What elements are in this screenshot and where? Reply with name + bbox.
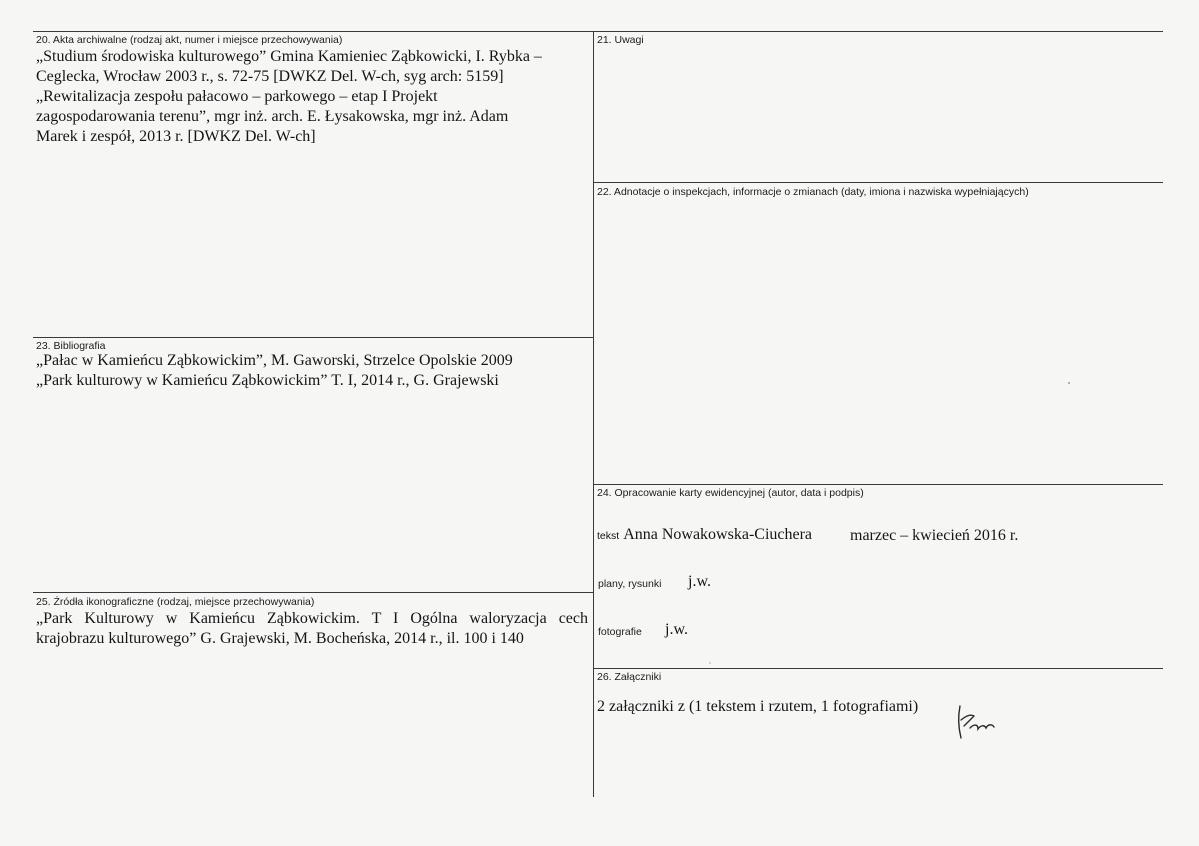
field-25-line: „Park Kulturowy w Kamieńcu Ząbkowickim. T I Ogólna waloryzacja cech [36,610,588,627]
field-20-line: Ceglecka, Wrocław 2003 r., s. 72-75 [DWKZ Del. W-ch, syg arch: 5159] [36,68,504,85]
field-26-label: 26. Załączniki [597,671,662,683]
divider-23-25 [33,592,593,593]
field-21-label: 21. Uwagi [597,34,644,46]
field-25-content [36,609,588,649]
field-23-line: „Pałac w Kamieńcu Ząbkowickim”, M. Gaworski, Strzelce Opolskie 2009 [36,352,513,369]
field-20-label: 20. Akta archiwalne (rodzaj akt, numer i miejsce przechowywania) [36,34,343,46]
field-20-line: zagospodarowania terenu”, mgr inż. arch. E. Łysakowska, mgr inż. Adam [36,108,509,125]
plany-value: j.w. [688,573,711,590]
foto-label: fotografie [598,626,642,638]
field-24-label: 24. Opracowanie karty ewidencyjnej (autor, data i podpis) [597,487,864,499]
scan-speck [709,662,711,664]
foto-value: j.w. [665,621,688,638]
field-24-date: marzec – kwiecień 2016 r. [850,527,1019,544]
field-23-line: „Park kulturowy w Kamieńcu Ząbkowickim” T. I, 2014 r., G. Grajewski [36,372,499,389]
field-22-label: 22. Adnotacje o inspekcjach, informacje o zmianach (daty, imiona i nazwiska wypełniających) [597,186,1029,198]
field-23-label: 23. Bibliografia [36,340,106,352]
tekst-author: Anna Nowakowska-Ciuchera [623,526,813,543]
center-divider [593,31,594,797]
divider-24-26 [593,668,1163,669]
field-23-content [36,351,513,391]
scan-speck [1068,382,1070,384]
field-20-line: „Studium środowiska kulturowego” Gmina Kamieniec Ząbkowicki, I. Rybka – [36,48,542,65]
top-border [33,31,1163,32]
tekst-label: tekst [597,530,620,542]
field-20-content [36,47,542,147]
field-20-line: „Rewitalizacja zespołu pałacowo – parkowego – etap I Projekt [36,88,438,105]
divider-22-24 [593,484,1163,485]
field-25-line: krajobrazu kulturowego” G. Grajewski, M. Bocheńska, 2014 r., il. 100 i 140 [36,630,524,647]
field-26-content: 2 załączniki z (1 tekstem i rzutem, 1 fotografiami) [597,698,919,715]
field-20-line: Marek i zespół, 2013 r. [DWKZ Del. W-ch] [36,128,316,145]
field-25-label: 25. Źródła ikonograficzne (rodzaj, miejsce przechowywania) [36,596,315,608]
field-24-tekst-row [597,526,812,544]
divider-20-23 [33,337,593,338]
plany-label: plany, rysunki [598,578,662,590]
divider-21-22 [593,182,1163,183]
signature [952,702,1002,742]
